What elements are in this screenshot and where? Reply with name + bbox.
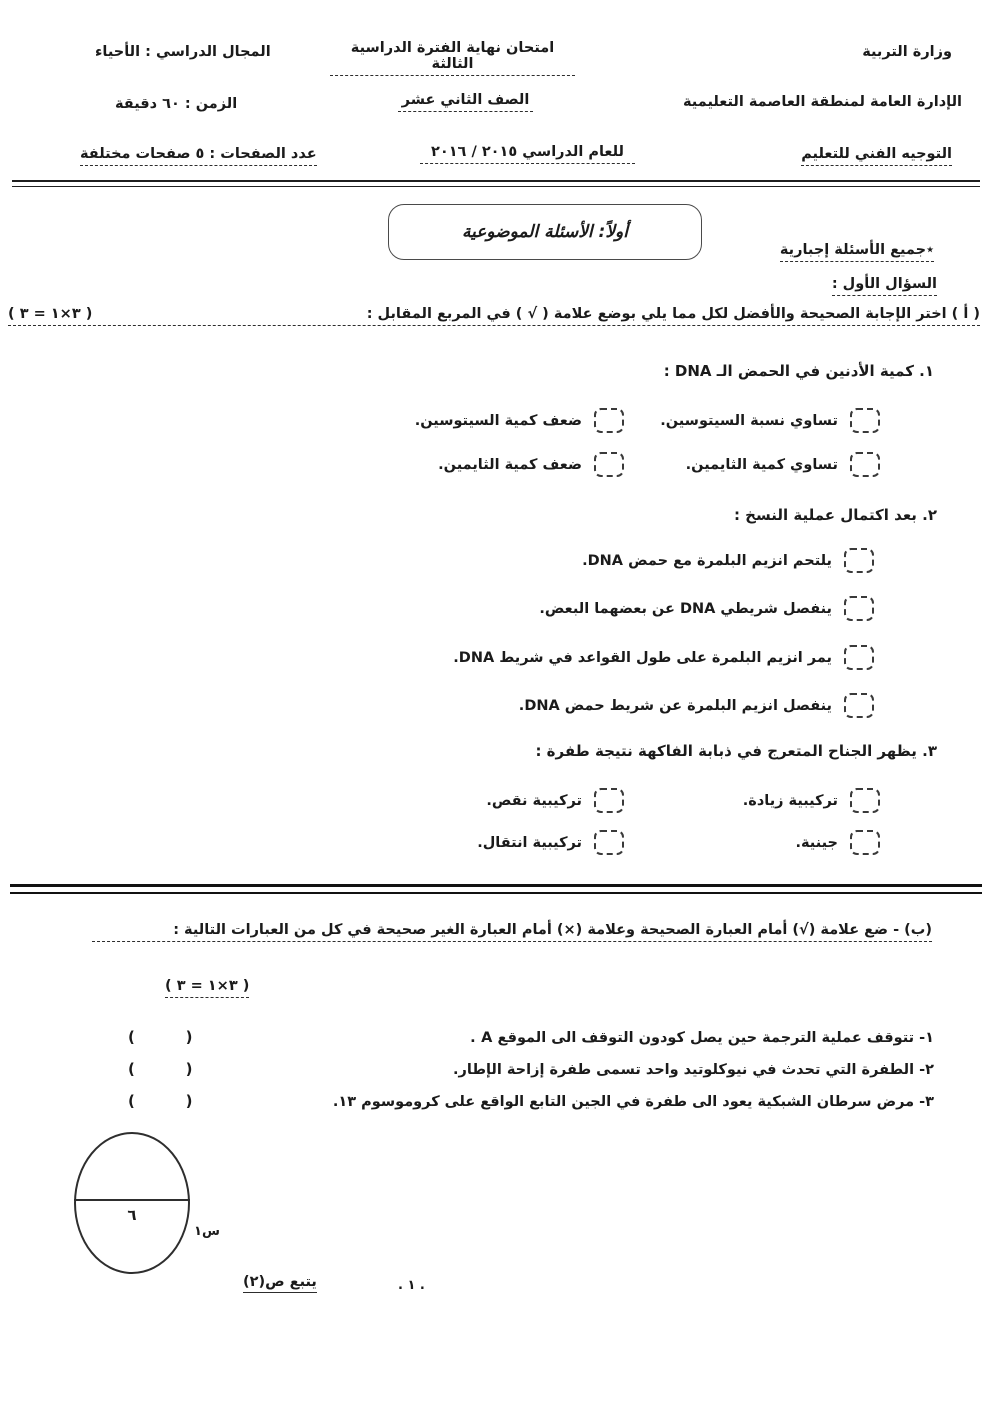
q1-option-4-checkbox[interactable] bbox=[594, 452, 624, 477]
q1-option-3-label: تساوي كمية الثايمين. bbox=[685, 456, 838, 473]
academic-year: للعام الدراسي ٢٠١٥ / ٢٠١٦ bbox=[420, 144, 635, 164]
q2-option-2-checkbox[interactable] bbox=[844, 596, 874, 621]
q2-option-1[interactable] bbox=[582, 548, 874, 573]
q3-option-4[interactable] bbox=[477, 830, 624, 855]
q3-option-2-label: تركيبية نقص. bbox=[486, 792, 582, 809]
q1-option-1[interactable] bbox=[660, 408, 880, 433]
part-a-instruction-line bbox=[8, 306, 980, 326]
ministry-title: وزارة التربية bbox=[862, 44, 952, 60]
footer-continue: يتبع ص(٢) bbox=[243, 1274, 317, 1293]
section-title-box bbox=[388, 204, 702, 260]
statement-1-answer-space[interactable]: ( ) bbox=[128, 1028, 194, 1046]
subject-field: المجال الدراسي : الأحياء bbox=[95, 44, 271, 60]
statement-2-answer-space[interactable]: ( ) bbox=[128, 1060, 194, 1078]
q3-option-1-label: تركيبية زيادة. bbox=[742, 792, 838, 809]
q2-option-4[interactable] bbox=[519, 693, 874, 718]
part-a-marks: ( ٣×١ = ٣ ) bbox=[8, 306, 93, 322]
q2-option-1-label: يلتحم انزيم البلمرة مع حمض DNA. bbox=[582, 552, 832, 569]
q1-option-2[interactable] bbox=[415, 408, 624, 433]
part-b-marks: ( ٣×١ = ٣ ) bbox=[165, 978, 249, 998]
q3-option-2-checkbox[interactable] bbox=[594, 788, 624, 813]
statement-1-text: ١- تتوقف عملية الترجمة حين يصل كودون التوقف الى الموقع A . bbox=[470, 1030, 934, 1046]
q2-option-4-label: ينفصل انزيم البلمرة عن شريط حمض DNA. bbox=[518, 697, 832, 714]
exam-duration: الزمن : ٦٠ دقيقة bbox=[115, 96, 238, 112]
q1-option-1-checkbox[interactable] bbox=[850, 408, 880, 433]
footer-page-number: . ١ . bbox=[398, 1278, 425, 1293]
section-title: أولاً: الأسئلة الموضوعية bbox=[462, 222, 628, 242]
stamp-label: س١ bbox=[194, 1224, 220, 1239]
grade-level: الصف الثاني عشر bbox=[398, 92, 533, 112]
q3-option-3-checkbox[interactable] bbox=[850, 830, 880, 855]
part-b-instruction: (ب) - ضع علامة (√) أمام العبارة الصحيحة وعلامة (×) أمام العبارة الغير صحيحة في كل من العبارات التالية : bbox=[92, 922, 932, 942]
q3-option-1-checkbox[interactable] bbox=[850, 788, 880, 813]
q1-option-4-label: ضعف كمية الثايمين. bbox=[438, 456, 582, 473]
q2-option-3[interactable] bbox=[453, 645, 874, 670]
statement-2-text: ٢- الطفرة التي تحدث في نيوكلوتيد واحد تسمى طفرة إزاحة الإطار. bbox=[453, 1062, 934, 1078]
q2-option-3-label: يمر انزيم البلمرة على طول القواعد في شريط DNA. bbox=[453, 649, 832, 666]
administration-title: الإدارة العامة لمنطقة العاصمة التعليمية bbox=[683, 94, 962, 110]
q2-option-3-checkbox[interactable] bbox=[844, 645, 874, 670]
statement-3-text: ٣- مرض سرطان الشبكية يعود الى طفرة في الجين التابع الواقع على كروموسوم ١٣. bbox=[332, 1094, 934, 1110]
statement-row-2 bbox=[128, 1060, 934, 1078]
question-one-label: السؤال الأول : bbox=[832, 276, 937, 296]
q3-option-1[interactable] bbox=[743, 788, 880, 813]
part-a-instruction: ( أ ) اختر الإجابة الصحيحة والأفضل لكل مما يلي بوضع علامة ( √ ) في المربع المقابل : bbox=[366, 306, 980, 322]
q1-option-4[interactable] bbox=[438, 452, 624, 477]
header-divider bbox=[12, 180, 980, 187]
q1-option-2-checkbox[interactable] bbox=[594, 408, 624, 433]
q3-option-2[interactable] bbox=[486, 788, 624, 813]
technical-guidance: التوجيه الفني للتعليم bbox=[801, 146, 952, 166]
question-3-text: ٣. يظهر الجناح المتعرج في ذبابة الفاكهة نتيجة طفرة : bbox=[535, 742, 937, 760]
q1-option-3-checkbox[interactable] bbox=[850, 452, 880, 477]
q1-option-3[interactable] bbox=[686, 452, 880, 477]
exam-title: امتحان نهاية الفترة الدراسية الثالثة bbox=[330, 40, 575, 76]
question-2-text: ٢. بعد اكتمال عملية النسخ : bbox=[733, 506, 937, 524]
stamp-divider-line bbox=[74, 1199, 190, 1201]
q3-option-4-label: تركيبية انتقال. bbox=[477, 834, 582, 851]
q3-option-3[interactable] bbox=[795, 830, 880, 855]
q2-option-2[interactable] bbox=[539, 596, 874, 621]
section-divider bbox=[10, 884, 982, 894]
statement-row-1 bbox=[128, 1028, 934, 1046]
mandatory-note: ٭جميع الأسئلة إجبارية bbox=[780, 242, 934, 262]
q1-option-2-label: ضعف كمية السيتوسين. bbox=[414, 412, 582, 429]
statement-3-answer-space[interactable]: ( ) bbox=[128, 1092, 194, 1110]
q3-option-4-checkbox[interactable] bbox=[594, 830, 624, 855]
q1-option-1-label: تساوي نسبة السيتوسين. bbox=[660, 412, 838, 429]
pages-count: عدد الصفحات : ٥ صفحات مختلفة bbox=[80, 146, 317, 166]
question-1-text: ١. كمية الأدنين في الحمض الـ DNA : bbox=[663, 362, 934, 380]
statement-row-3 bbox=[128, 1092, 934, 1110]
grade-stamp-circle bbox=[74, 1132, 190, 1274]
q3-option-3-label: جينية. bbox=[795, 834, 838, 851]
q2-option-4-checkbox[interactable] bbox=[844, 693, 874, 718]
stamp-grade-value: ٦ bbox=[127, 1205, 137, 1224]
q2-option-1-checkbox[interactable] bbox=[844, 548, 874, 573]
q2-option-2-label: ينفصل شريطي DNA عن بعضهما البعض. bbox=[539, 600, 832, 617]
